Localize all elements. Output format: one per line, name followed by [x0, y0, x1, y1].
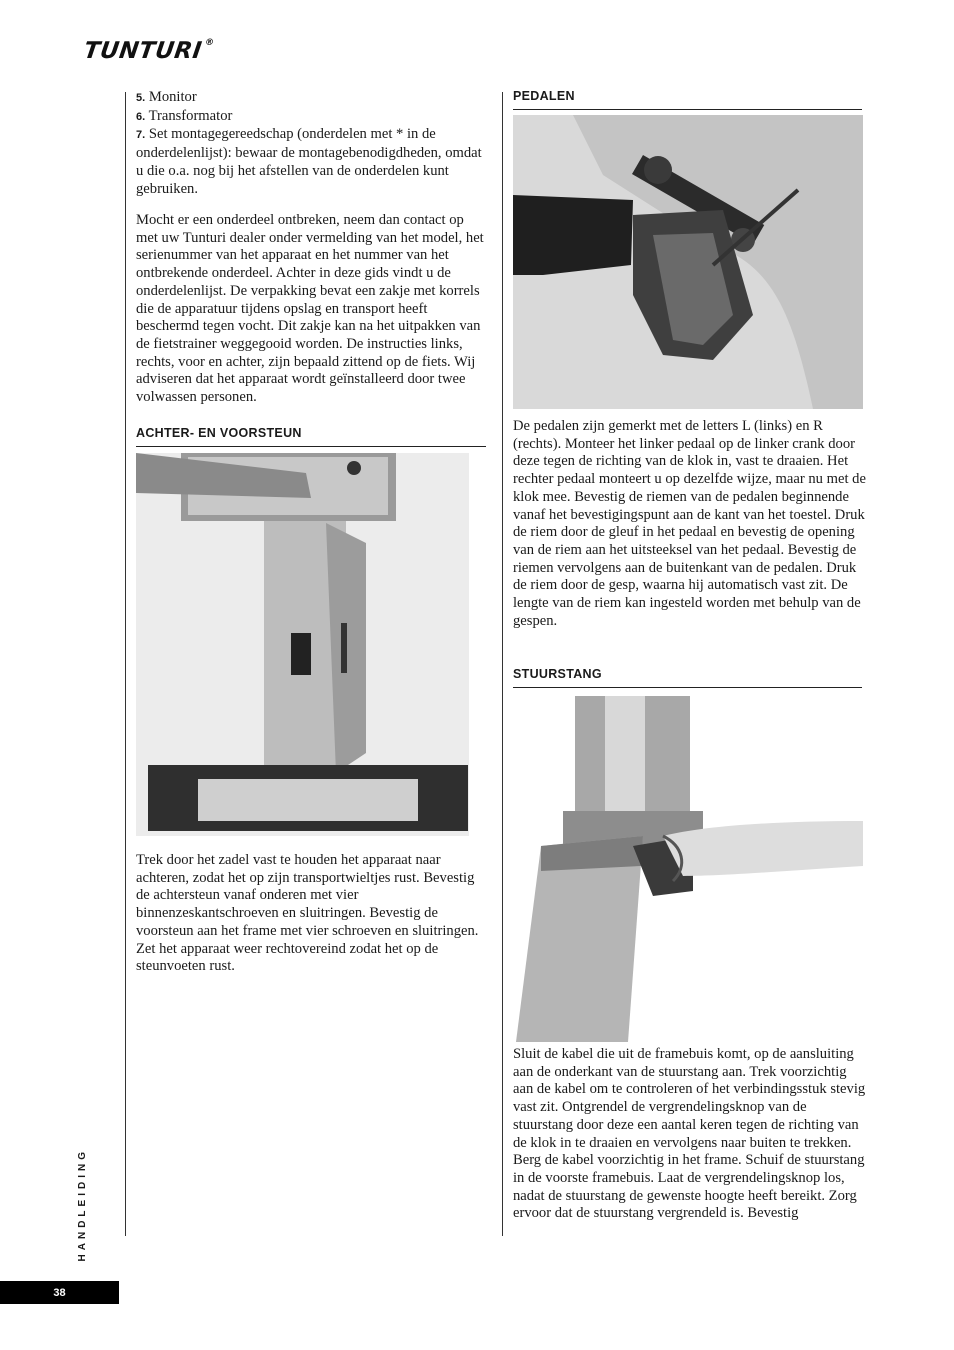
handlebar-paragraph: Sluit de kabel die uit de framebuis komt, op de aansluiting aan de onderkant van de stuurstang aan. Trek voorzichtig aan de kabel om te controleren of het verbindingsstuk stevig vast zit. Ontgrendel de vergrendelingsknop van de stuurstang door deze een aantal keren tegen de richting van de klok in te draaien en vervolgens naar buiten te trekken. Berg de kabel voorzichtig in het frame. Schuif de stuurstang in de voorste framebuis. Laat de vergrendelingsknop los, nadat de stuurstang de gewenste hoogte heeft bereikt. Zorg ervoor dat de stuurstang vergrendeld is. Bevestig — [513, 1046, 866, 1222]
pedal-photo — [513, 115, 863, 409]
list-item: 7. Set montagegereedschap (onderdelen met * in de onderdelenlijst): bewaar de montagebenodigdheden, omdat u die o.a. nog bij het afstellen van de onderdelen kunt gebruiken. — [136, 126, 482, 197]
section-heading-supports: ACHTER- EN VOORSTEUN — [136, 426, 486, 447]
supports-paragraph: Trek door het zadel vast te houden het apparaat naar achteren, zodat het op zijn transportwieltjes rust. Bevestig de achtersteun vanaf onderen met vier binnenzeskantschroeven en sluitringen. Bevestig de voorsteun aan het frame met vier schroeven en sluitringen. Zet het apparaat weer rechtovereind zodat het op de steunvoeten rust. — [136, 852, 479, 975]
left-column-rule — [125, 92, 126, 1236]
section-heading-pedals: PEDALEN — [513, 89, 862, 110]
right-column-rule — [502, 92, 503, 1236]
list-item: 5. Monitor — [136, 89, 197, 105]
handlebar-photo — [513, 696, 863, 1042]
tunturi-logo: TUNTURI® — [82, 38, 216, 64]
section-heading-handlebar: STUURSTANG — [513, 667, 862, 688]
side-label: HANDLEIDING — [77, 1148, 88, 1262]
page-number: 38 — [0, 1281, 119, 1304]
pedal-paragraph: De pedalen zijn gemerkt met de letters L (links) en R (rechts). Monteer het linker pedaal op de linker crank door deze tegen de richting van de klok in, vast te draaien. Het rechter pedaal monteert u op dezelfde wijze, maar nu met de klok mee. Bevestig de riemen van de pedalen beginnende vanaf het bevestigingspunt aan de kant van het toestel. Druk de riem door de gleuf in het pedaal en bevestig de opening van de riem aan het uitsteeksel van het pedaal. Bevestig de riemen vervolgens aan de buitenkant van de pedalen. Druk de riem door de gesp, waarna hij automatisch vast zit. De lengte van de riem kan ingesteld worden met behulp van de gespen. — [513, 418, 866, 629]
support-photo — [136, 453, 469, 836]
list-item: 6. Transformator — [136, 107, 233, 124]
intro-paragraph: Mocht er een onderdeel ontbreken, neem dan contact op met uw Tunturi dealer onder vermelding van het model, het serienummer van het apparaat en het nummer van het ontbrekende onderdeel. Achter in deze gids vindt u de onderdelenlijst. De verpakking bevat een zakje met korrels die de apparatuur tijdens opslag en transport heeft beschermd tegen vocht. Dit zakje kan na het uitpakken van de fietstrainer weggegooid worden. De instructies links, rechts, voor en achter, zijn bepaald zittend op de fiets. Wij adviseren dat het apparaat wordt geïnstalleerd door twee volwassen personen. — [136, 212, 484, 406]
parts-list — [136, 89, 488, 198]
